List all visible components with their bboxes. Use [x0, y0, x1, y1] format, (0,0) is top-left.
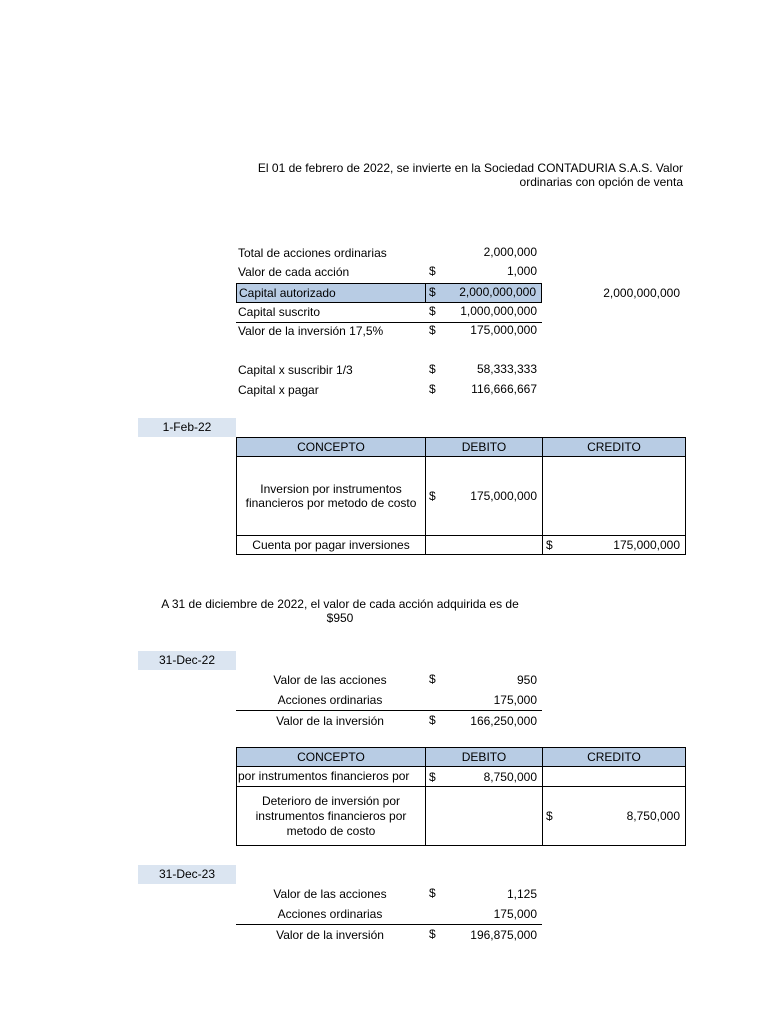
concept-cell: Inversion por instrumentos financieros por metodo de costo — [237, 457, 426, 536]
summary-label: Capital autorizado — [239, 286, 336, 300]
valuation-value: 950 — [516, 673, 537, 687]
credit-currency: $ — [546, 538, 553, 552]
concept-cell: Cuenta por pagar inversiones — [237, 536, 426, 555]
concept-cell: Deterioro de inversión por instrumentos financieros por metodo de costo — [237, 787, 426, 846]
summary-label: Valor de cada acción — [238, 265, 350, 279]
summary-row-total-shares — [236, 244, 542, 263]
note-line-1: A 31 de diciembre de 2022, el valor de cada acción adquirida es de — [161, 597, 519, 611]
journal-header-row — [237, 748, 686, 767]
journal-header-row — [237, 438, 686, 457]
valuation-value: 175,000 — [493, 907, 537, 921]
debit-value: 175,000,000 — [470, 489, 537, 503]
cell-divider — [425, 284, 426, 302]
header-debit: DEBITO — [426, 748, 543, 767]
valuation-label: Acciones ordinarias — [277, 693, 383, 707]
summary-value: 2,000,000,000 — [459, 285, 536, 299]
summary-value: 116,666,667 — [471, 382, 537, 396]
valuation-currency: $ — [429, 927, 436, 941]
valuation-note — [140, 597, 540, 625]
summary-currency: $ — [429, 304, 436, 318]
valuation-table-2 — [236, 884, 542, 945]
valuation-value: 175,000 — [493, 693, 537, 707]
valuation-row — [236, 904, 542, 924]
summary-row-authorized-capital[interactable] — [236, 283, 542, 303]
credit-currency: $ — [546, 809, 553, 823]
summary-label: Valor de la inversión 17,5% — [238, 324, 384, 338]
valuation-label: Valor de las acciones — [273, 673, 387, 687]
journal-entry-2 — [236, 747, 686, 846]
valuation-label: Acciones ordinarias — [277, 907, 383, 921]
intro-text — [180, 161, 683, 189]
concept-cell — [237, 767, 426, 787]
summary-row-investment-value — [236, 322, 542, 341]
summary-currency: $ — [429, 323, 436, 337]
authorized-capital-side-value: 2,000,000,000 — [603, 286, 680, 300]
header-credit: CREDITO — [543, 438, 686, 457]
journal-row — [237, 767, 686, 787]
summary-currency: $ — [429, 362, 436, 376]
valuation-value: 1,125 — [506, 887, 537, 901]
journal-entry-1 — [236, 437, 686, 555]
journal-row — [237, 787, 686, 846]
valuation-row — [236, 884, 542, 904]
valuation-table-1 — [236, 670, 542, 731]
valuation-currency: $ — [429, 672, 436, 686]
summary-row-share-value — [236, 263, 542, 282]
journal-row — [237, 536, 686, 555]
header-debit: DEBITO — [426, 438, 543, 457]
valuation-total-row — [236, 924, 542, 945]
valuation-currency: $ — [429, 886, 436, 900]
debit-cell — [426, 536, 543, 555]
summary-value: 58,333,333 — [476, 362, 537, 376]
date-cell-entry-1: 1-Feb-22 — [138, 418, 236, 437]
concept-text: por instrumentos financieros por — [238, 769, 410, 783]
summary-value: 175,000,000 — [470, 323, 537, 337]
header-concept: CONCEPTO — [237, 438, 426, 457]
summary-label: Capital x suscribir 1/3 — [238, 363, 353, 377]
debit-currency: $ — [429, 489, 436, 503]
date-cell-valuation-2: 31-Dec-23 — [138, 865, 236, 884]
valuation-value: 166,250,000 — [470, 714, 537, 728]
summary-label: Total de acciones ordinarias — [238, 246, 387, 260]
credit-value: 175,000,000 — [613, 538, 680, 552]
debit-cell — [426, 457, 543, 536]
summary-currency: $ — [429, 382, 436, 396]
journal-row — [237, 457, 686, 536]
credit-cell — [543, 536, 686, 555]
summary-value: 1,000,000,000 — [460, 304, 537, 318]
credit-cell — [543, 787, 686, 846]
intro-line-1: El 01 de febrero de 2022, se invierte en la Sociedad CONTADURIA S.A.S. Valor — [257, 161, 683, 175]
credit-cell — [543, 457, 686, 536]
note-line-2: $950 — [326, 611, 354, 625]
debit-cell — [426, 787, 543, 846]
summary-value: 2,000,000 — [483, 245, 537, 259]
valuation-label: Valor de la inversión — [276, 714, 384, 728]
valuation-row — [236, 670, 542, 690]
summary-label: Capital suscrito — [238, 305, 321, 319]
summary-row-capital-to-subscribe — [236, 361, 542, 380]
summary-currency: $ — [429, 264, 436, 278]
summary-row-capital-to-pay — [236, 381, 542, 400]
header-concept: CONCEPTO — [237, 748, 426, 767]
debit-cell — [426, 767, 543, 787]
summary-currency: $ — [429, 285, 436, 299]
summary-row-subscribed-capital — [236, 303, 542, 323]
credit-value: 8,750,000 — [626, 809, 680, 823]
date-cell-valuation-1: 31-Dec-22 — [138, 651, 236, 670]
valuation-value: 196,875,000 — [470, 928, 537, 942]
summary-value: 1,000 — [506, 264, 537, 278]
debit-currency: $ — [429, 769, 436, 784]
valuation-label: Valor de la inversión — [276, 928, 384, 942]
valuation-total-row — [236, 710, 542, 731]
summary-label: Capital x pagar — [238, 383, 319, 397]
intro-line-2: ordinarias con opción de venta — [519, 175, 683, 189]
credit-cell — [543, 767, 686, 787]
valuation-currency: $ — [429, 713, 436, 727]
debit-value: 8,750,000 — [483, 769, 537, 784]
valuation-label: Valor de las acciones — [273, 887, 387, 901]
valuation-row — [236, 690, 542, 710]
header-credit: CREDITO — [543, 748, 686, 767]
